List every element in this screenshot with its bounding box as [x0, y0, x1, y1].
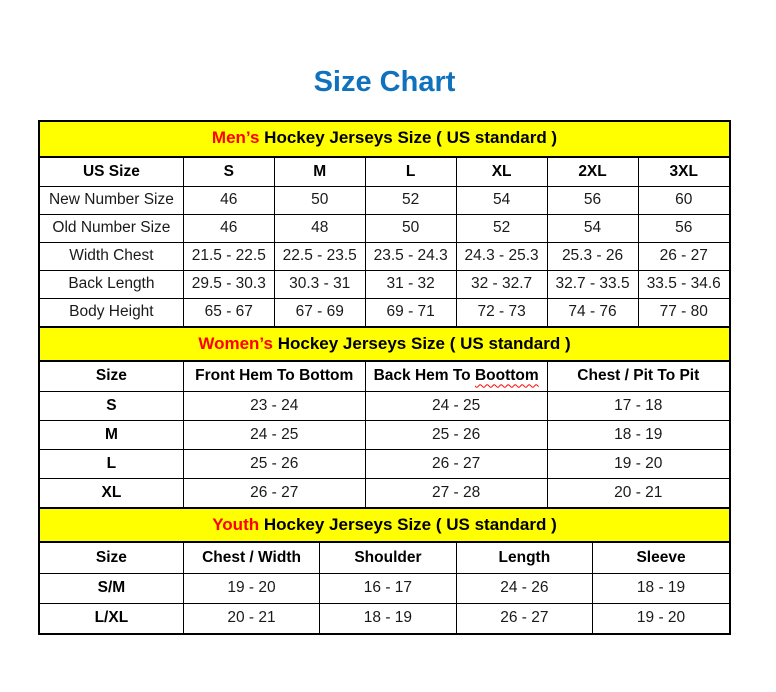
column-header: Size	[40, 362, 183, 391]
womens-header-row	[40, 362, 729, 391]
size-value: 32 - 32.7	[456, 270, 547, 298]
size-value: 26 - 27	[365, 449, 547, 478]
size-value: 56	[547, 186, 638, 214]
table-row	[40, 242, 729, 270]
mens-banner-text: Hockey Jerseys Size ( US standard )	[259, 128, 558, 147]
size-value: 46	[183, 186, 274, 214]
mens-banner-highlight: Men’s	[211, 128, 260, 147]
size-value: 24.3 - 25.3	[456, 242, 547, 270]
mens-section-banner	[40, 122, 729, 158]
size-value: 23 - 24	[183, 391, 365, 420]
column-header: XL	[456, 158, 547, 186]
womens-banner-highlight: Women’s	[198, 334, 273, 353]
size-value: 60	[638, 186, 729, 214]
table-row	[40, 391, 729, 420]
size-value: 23.5 - 24.3	[365, 242, 456, 270]
row-label: L/XL	[40, 603, 183, 633]
size-value: 52	[456, 214, 547, 242]
size-value: 20 - 21	[547, 478, 729, 507]
table-row	[40, 186, 729, 214]
row-label: M	[40, 420, 183, 449]
column-header: Chest / Width	[183, 543, 319, 573]
table-row	[40, 214, 729, 242]
row-label: Old Number Size	[40, 214, 183, 242]
column-header: L	[365, 158, 456, 186]
column-header: Length	[456, 543, 592, 573]
size-value: 30.3 - 31	[274, 270, 365, 298]
page-title: Size Chart	[313, 66, 456, 98]
row-label: Width Chest	[40, 242, 183, 270]
size-value: 31 - 32	[365, 270, 456, 298]
row-label: L	[40, 449, 183, 478]
youth-table	[40, 543, 729, 633]
size-chart-page	[38, 64, 731, 635]
row-label: Body Height	[40, 298, 183, 326]
size-value: 25 - 26	[365, 420, 547, 449]
table-row	[40, 298, 729, 326]
womens-table	[40, 362, 729, 507]
column-header: Shoulder	[320, 543, 456, 573]
size-value: 54	[547, 214, 638, 242]
column-header: 3XL	[638, 158, 729, 186]
youth-banner-text: Hockey Jerseys Size ( US standard )	[259, 515, 557, 534]
size-value: 65 - 67	[183, 298, 274, 326]
size-value: 26 - 27	[456, 603, 592, 633]
youth-section-banner	[40, 507, 729, 543]
size-value: 33.5 - 34.6	[638, 270, 729, 298]
mens-table	[40, 158, 729, 326]
size-value: 26 - 27	[638, 242, 729, 270]
column-header: US Size	[40, 158, 183, 186]
size-value: 32.7 - 33.5	[547, 270, 638, 298]
size-value: 19 - 20	[593, 603, 729, 633]
size-value: 50	[274, 186, 365, 214]
column-header: Front Hem To Bottom	[183, 362, 365, 391]
size-value: 24 - 25	[183, 420, 365, 449]
size-value: 52	[365, 186, 456, 214]
size-value: 48	[274, 214, 365, 242]
size-value: 20 - 21	[183, 603, 319, 633]
table-row	[40, 270, 729, 298]
table-row	[40, 420, 729, 449]
size-value: 19 - 20	[547, 449, 729, 478]
row-label: XL	[40, 478, 183, 507]
table-row	[40, 478, 729, 507]
column-header: Size	[40, 543, 183, 573]
row-label: S	[40, 391, 183, 420]
table-row	[40, 449, 729, 478]
column-header: Sleeve	[593, 543, 729, 573]
row-label: New Number Size	[40, 186, 183, 214]
column-header-text: Back Hem To	[373, 367, 475, 385]
size-value: 74 - 76	[547, 298, 638, 326]
column-header: S	[183, 158, 274, 186]
row-label: Back Length	[40, 270, 183, 298]
size-value: 21.5 - 22.5	[183, 242, 274, 270]
table-row	[40, 603, 729, 633]
size-value: 19 - 20	[183, 573, 319, 603]
size-value: 29.5 - 30.3	[183, 270, 274, 298]
womens-section-banner	[40, 326, 729, 362]
size-value: 18 - 19	[547, 420, 729, 449]
youth-header-row	[40, 543, 729, 573]
column-header: 2XL	[547, 158, 638, 186]
column-header: Chest / Pit To Pit	[547, 362, 729, 391]
youth-banner-highlight: Youth	[212, 515, 260, 534]
size-value: 25.3 - 26	[547, 242, 638, 270]
size-value: 16 - 17	[320, 573, 456, 603]
size-value: 18 - 19	[593, 573, 729, 603]
size-value: 24 - 26	[456, 573, 592, 603]
misspelled-word: Boottom	[474, 367, 539, 385]
size-value: 56	[638, 214, 729, 242]
size-value: 77 - 80	[638, 298, 729, 326]
size-value: 25 - 26	[183, 449, 365, 478]
mens-header-row	[40, 158, 729, 186]
size-value: 50	[365, 214, 456, 242]
table-row	[40, 573, 729, 603]
size-chart-table	[38, 120, 731, 635]
column-header	[365, 362, 547, 391]
size-value: 24 - 25	[365, 391, 547, 420]
size-value: 18 - 19	[320, 603, 456, 633]
size-value: 46	[183, 214, 274, 242]
row-label: S/M	[40, 573, 183, 603]
size-value: 72 - 73	[456, 298, 547, 326]
size-value: 69 - 71	[365, 298, 456, 326]
column-header: M	[274, 158, 365, 186]
size-value: 17 - 18	[547, 391, 729, 420]
womens-banner-text: Hockey Jerseys Size ( US standard )	[272, 334, 571, 353]
size-value: 67 - 69	[274, 298, 365, 326]
size-value: 54	[456, 186, 547, 214]
size-value: 27 - 28	[365, 478, 547, 507]
size-value: 26 - 27	[183, 478, 365, 507]
size-value: 22.5 - 23.5	[274, 242, 365, 270]
